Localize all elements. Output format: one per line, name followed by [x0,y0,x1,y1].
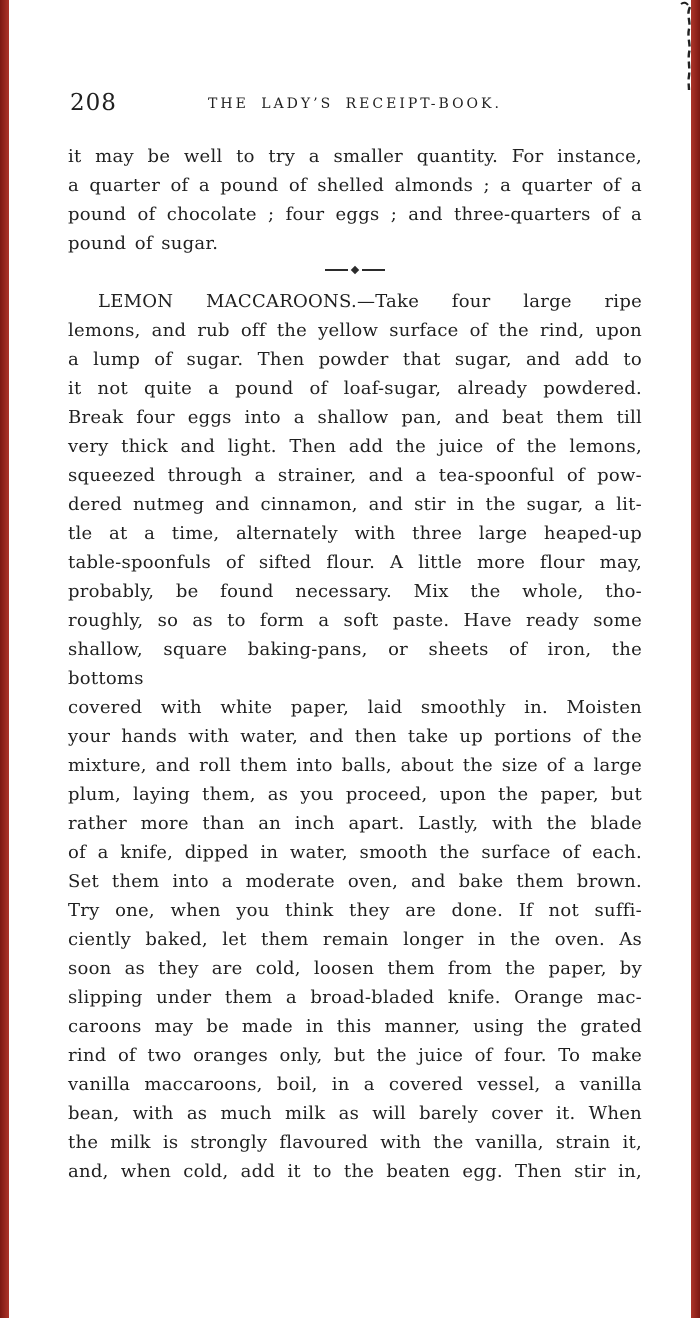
page-header [68,92,642,118]
text-line: dered nutmeg and cinnamon, and stir in the sugar, a lit- [68,494,642,515]
text-line: table-spoonfuls of sifted flour. A little more flour may, [68,552,642,573]
text-line: it may be well to try a smaller quantity. For instance, [68,146,642,167]
text-line: roughly, so as to form a soft paste. Have ready some [68,610,642,631]
recipe-paragraph [68,287,642,1186]
ink-smudge-artifact [677,0,697,92]
intro-paragraph [68,142,642,258]
text-line: plum, laying them, as you proceed, upon the paper, but [68,784,642,805]
text-line: Break four eggs into a shallow pan, and beat them till [68,407,642,428]
section-divider-ornament [68,266,642,274]
text-line: LEMON MACCAROONS.—Take four large ripe [98,291,642,312]
scan-edge-bar-left [0,0,9,1318]
text-line: pound of sugar. [68,233,219,254]
text-line: ciently baked, let them remain longer in the oven. As [68,929,642,950]
text-line: rather more than an inch apart. Lastly, with the blade [68,813,642,834]
page-number: 208 [70,90,117,116]
page-content [68,92,642,1186]
text-line: the milk is strongly flavoured with the vanilla, strain it, [68,1132,642,1153]
text-line: Try one, when you think they are done. If not suffi- [68,900,642,921]
text-line: pound of chocolate ; four eggs ; and three-quarters of a [68,204,642,225]
text-line: rind of two oranges only, but the juice of four. To make [68,1045,642,1066]
text-line: slipping under them a broad-bladed knife. Orange mac- [68,987,642,1008]
text-line: Set them into a moderate oven, and bake them brown. [68,871,642,892]
text-line: bean, with as much milk as will barely cover it. When [68,1103,642,1124]
text-line: a quarter of a pound of shelled almonds ; a quarter of a [68,175,642,196]
text-line: tle at a time, alternately with three large heaped-up [68,523,642,544]
text-line: covered with white paper, laid smoothly in. Moisten [68,697,642,718]
text-line: soon as they are cold, loosen them from the paper, by [68,958,642,979]
text-line: vanilla maccaroons, boil, in a covered vessel, a vanilla [68,1074,642,1095]
text-line: probably, be found necessary. Mix the whole, tho- [68,581,642,602]
scan-edge-bar-right [691,0,700,1318]
text-line: a lump of sugar. Then powder that sugar, and add to [68,349,642,370]
text-line: lemons, and rub off the yellow surface of the rind, upon [68,320,642,341]
text-line: and, when cold, add it to the beaten egg. Then stir in, [68,1161,642,1182]
running-title: THE LADY’S RECEIPT-BOOK. [208,96,502,112]
text-line: squeezed through a strainer, and a tea-spoonful of pow- [68,465,642,486]
divider-rule-left [325,269,348,271]
divider-diamond-icon [351,266,359,274]
text-line: shallow, square baking-pans, or sheets of iron, the bottoms [68,639,642,689]
divider-rule-right [362,269,385,271]
text-line: it not quite a pound of loaf-sugar, already powdered. [68,378,642,399]
text-line: of a knife, dipped in water, smooth the surface of each. [68,842,642,863]
text-line: your hands with water, and then take up portions of the [68,726,642,747]
text-line: caroons may be made in this manner, using the grated [68,1016,642,1037]
text-line: mixture, and roll them into balls, about the size of a large [68,755,642,776]
text-line: very thick and light. Then add the juice of the lemons, [68,436,642,457]
